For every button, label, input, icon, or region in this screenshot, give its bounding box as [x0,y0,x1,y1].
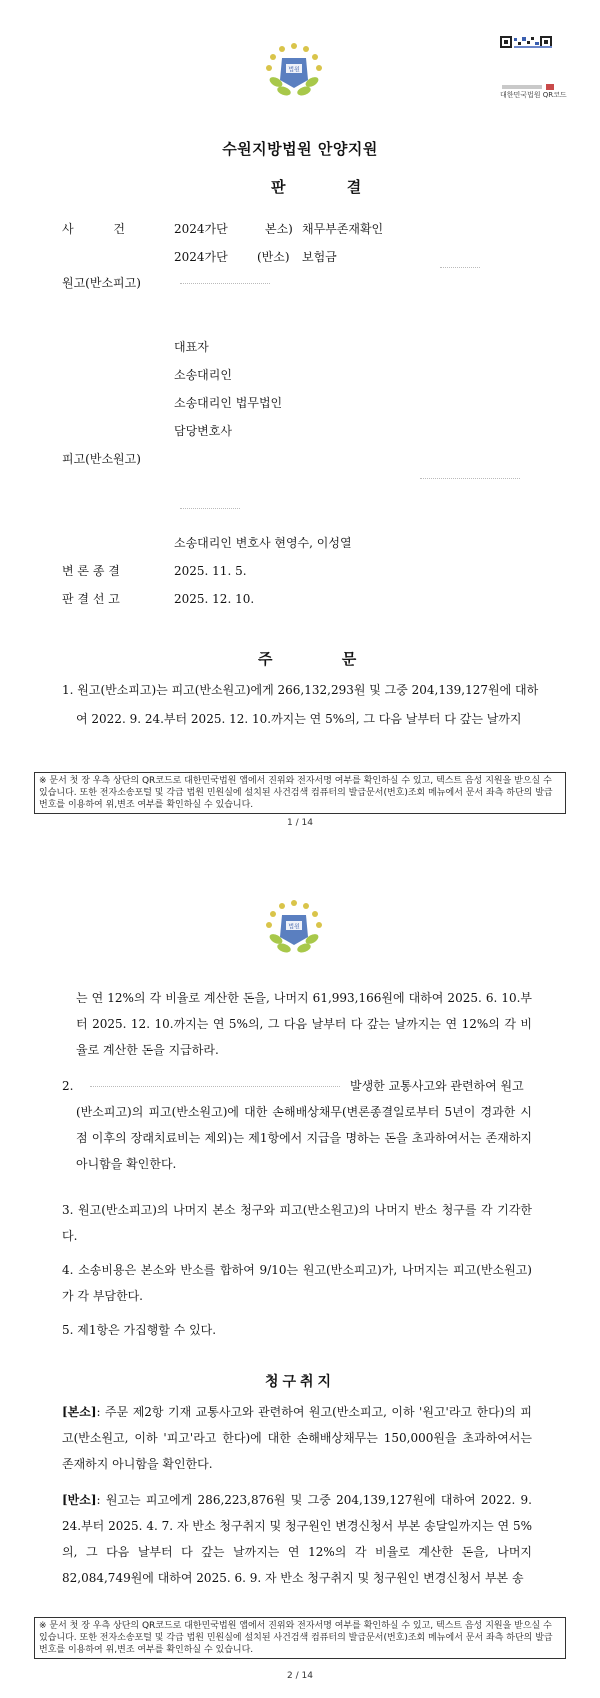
claims-heading: 청구취지 [264,1374,336,1390]
verification-notice: ※ 문서 첫 장 우측 상단의 QR코드로 대한민국법원 앱에서 진위와 전자서명 여부를 확인하실 수 있고, 텍스트 음성 지원을 받으실 수 있습니다. 또한 전자소송포털 및 각급 법원 민원실에 설치된 사건검색 컴퓨터의 발급문서(번호)조회 메뉴에서 문서 좌측 하단의 발급번호를 이용하여 위,변조 여부를 확인하실 수 있습니다. [34,1617,566,1659]
case-label: 사 건 [62,222,143,236]
case1-name: 채무부존재확인 [302,222,384,236]
case1-number: 2024가단 [174,222,228,236]
qr-faded-mark [502,76,556,83]
plaintiff-label: 원고(반소피고) [62,276,141,290]
case2-role: (반소) [257,250,290,264]
court-seal-logo [262,40,326,100]
page-2 [0,845,600,1698]
hearing-close-label: 변 론 종 결 [62,564,120,578]
main-claim-text: : 주문 제2항 기재 교통사고와 관련하여 원고(반소피고, 이하 '원고'라고 한다)의 피고(반소원고, 이하 '피고'라고 한다)에 대한 손해배상채무는 150,000원을 초과하여서는 존재하지 아니함을 확인한다. [62,1405,532,1471]
lawyer-in-charge-label: 담당변호사 [174,424,232,438]
court-seal-label: 법원 [288,923,300,931]
qr-code[interactable] [500,36,556,54]
case1-role: 본소) [265,222,293,236]
order-5: 5. 제1항은 가집행할 수 있다. [62,1323,217,1337]
order-2-number: 2. [62,1079,74,1093]
counter-claim-text: : 원고는 피고에게 286,223,876원 및 그중 204,139,127원에 대하여 2022. 9. 24.부터 2025. 4. 7. 자 반소 청구취지 및 청구원인 변경신청서 부본 송달일까지는 연 5%의, 그 다음 날부터 다 갚는 날까지는 연 12%의 각 비율로 계산한 돈을, 나머지 82,084,749원에 대하여 2025. 6. 9. 자 반소 청구취지 및 청구원인 변경신청서 부본 송 [62,1493,532,1585]
verdict-date: 2025. 12. 10. [174,592,255,606]
redacted-mark [420,478,520,480]
hearing-close-date: 2025. 11. 5. [174,564,247,578]
qr-caption: 대한민국법원 QR코드 [500,91,567,99]
law-firm-label: 소송대리인 법무법인 [174,396,283,410]
page-number: 2 / 14 [287,1671,313,1681]
case2-number: 2024가단 [174,250,228,264]
redacted-mark [180,508,240,510]
main-claim-tag: [본소] [62,1405,97,1419]
order-1-line-1: 1. 원고(반소피고)는 피고(반소원고)에게 266,132,293원 및 그중 204,139,127원에 대하 [62,683,539,697]
redacted-mark [180,283,270,285]
court-seal-logo [262,897,326,957]
counter-claim [62,1487,532,1591]
order-1-continuation: 는 연 12%의 각 비율로 계산한 돈을, 나머지 61,993,166원에 대하여 2025. 6. 10.부터 2025. 12. 10.까지는 연 5%의, 그 다음 날부터 다 갚는 날까지는 연 12%의 각 비율로 계산한 돈을 지급하라. [76,991,532,1057]
order-3: 3. 원고(반소피고)의 나머지 본소 청구와 피고(반소원고)의 나머지 반소 청구를 각 기각한다. [62,1203,532,1243]
main-claim [62,1399,532,1477]
order-2-body: (반소피고)의 피고(반소원고)에 대한 손해배상채무(변론종결일로부터 5년이 경과한 시점 이후의 장래치료비는 제외)는 제1항에서 지급을 명하는 돈을 초과하여서는 존재하지 아니함을 확인한다. [76,1105,532,1171]
redacted-mark [90,1086,340,1088]
court-name: 수원지방법원 안양지원 [222,140,378,158]
page-1 [0,0,600,845]
attorney-label: 소송대리인 [174,368,232,382]
order-1-line-2: 여 2022. 9. 24.부터 2025. 12. 10.까지는 연 5%의, 그 다음 날부터 다 갚는 날까지 [76,712,522,726]
defendant-label: 피고(반소원고) [62,452,141,466]
redacted-mark [440,267,480,269]
defendant-attorney: 소송대리인 변호사 현영수, 이성열 [174,536,352,550]
order-heading: 주 문 [258,650,389,668]
order-2-line-1: 발생한 교통사고와 관련하여 원고 [350,1079,524,1093]
document-title: 판 결 [271,178,390,196]
counter-claim-tag: [반소] [62,1493,97,1507]
order-4: 4. 소송비용은 본소와 반소를 합하여 9/10는 원고(반소피고)가, 나머지는 피고(반소원고)가 각 부담한다. [62,1263,532,1303]
verdict-date-label: 판 결 선 고 [62,592,120,606]
page-number: 1 / 14 [287,818,313,828]
verification-notice: ※ 문서 첫 장 우측 상단의 QR코드로 대한민국법원 앱에서 진위와 전자서명 여부를 확인하실 수 있고, 텍스트 음성 지원을 받으실 수 있습니다. 또한 전자소송포털 및 각급 법원 민원실에 설치된 사건검색 컴퓨터의 발급문서(번호)조회 메뉴에서 문서 좌측 하단의 발급번호를 이용하여 위,변조 여부를 확인하실 수 있습니다. [34,772,566,814]
case2-name: 보험금 [302,250,337,264]
representative-label: 대표자 [174,340,209,354]
court-seal-label: 법원 [288,66,300,74]
